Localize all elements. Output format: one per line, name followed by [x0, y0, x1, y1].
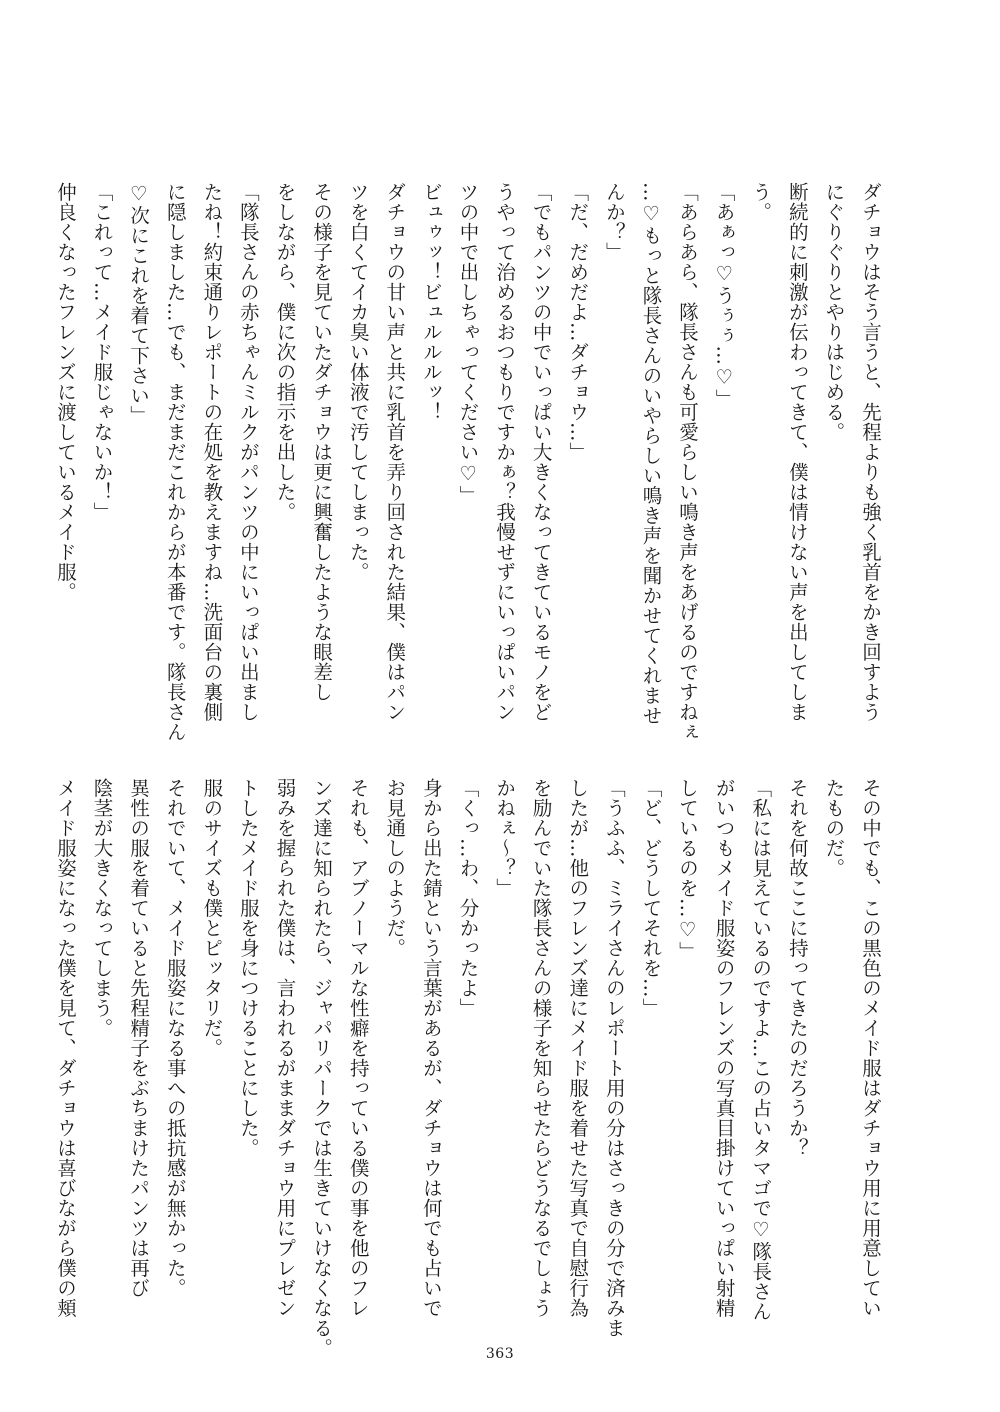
text-line: 「でもパンツの中でいっぱい大きくなってきているモノをど [529, 182, 553, 722]
text-line: ♡次にこれを着て下さい」 [127, 182, 151, 426]
text-line: 弱みを握られた僕は、言われるがままダチョウ用にプレゼン [273, 778, 297, 1318]
text-line: 「私には見えているのですよ…この占いタマゴで♡隊長さん [749, 778, 773, 1322]
text-line: にぐりぐりとやりはじめる。 [822, 182, 846, 442]
text-line: 「ど、どうしてそれを…」 [639, 778, 663, 1018]
text-line: その様子を見ていたダチョウは更に興奮したような眼差し [310, 182, 334, 702]
text-line: をしながら、僕に次の指示を出した。 [273, 182, 297, 522]
text-line: 「だ、だめだよ…ダチョウ…」 [566, 182, 590, 462]
text-line: お見通しのようだ。 [383, 778, 407, 958]
text-line: ビュゥッ！ビュルルルッ！ [419, 182, 443, 422]
text-line: それでいて、メイド服姿になる事への抵抗感が無かった。 [163, 778, 187, 1298]
text-line: に隠しました…でも、まだまだこれからが本番です。隊長さん [163, 182, 187, 742]
text-line: ツを白くてイカ臭い体液で汚してしまった。 [346, 182, 370, 582]
text-line: 「くっ…わ、分かったよ」 [456, 778, 480, 1018]
text-line: 「隊長さんの赤ちゃんミルクがパンツの中にいっぱい出まし [236, 182, 260, 722]
text-line: それを何故ここに持ってきたのだろうか？ [785, 778, 809, 1158]
text-line: その中でも、この黒色のメイド服はダチョウ用に用意してい [859, 778, 882, 1318]
text-line: ダチョウはそう言うと、先程よりも強く乳首をかき回すよう [859, 182, 882, 722]
text-line: かねぇ〜？」 [493, 778, 517, 898]
text-line: 「うふふ、ミライさんのレポート用の分はさっきの分で済みま [602, 778, 626, 1338]
text-line: う。 [749, 182, 773, 222]
text-line: しているのを…♡」 [676, 778, 700, 962]
text-line: 異性の服を着ていると先程精子をぶちまけたパンツは再び [127, 778, 151, 1298]
text-line: うやって治めるおつもりですかぁ？我慢せずにいっぱいパン [493, 182, 517, 722]
text-line: んか？」 [602, 182, 626, 262]
text-line: がいつもメイド服姿のフレンズの写真目掛けていっぱい射精 [712, 778, 736, 1318]
text-line: ダチョウの甘い声と共に乳首を弄り回された結果、僕はパン [383, 182, 407, 722]
text-line: トしたメイド服を身につけることにした。 [236, 778, 260, 1158]
page-number: 363 [485, 1346, 515, 1362]
text-line: 「あぁっ♡うぅぅ…♡」 [712, 182, 736, 409]
text-line: したが…他のフレンズ達にメイド服を着せた写真で自慰行為 [566, 778, 590, 1318]
text-line: たね！約束通りレポートの在処を教えますね…洗面台の裏側 [200, 182, 224, 722]
text-line: 断続的に刺激が伝わってきて、僕は情けない声を出してしま [785, 182, 809, 722]
text-line: 仲良くなったフレンズに渡しているメイド服。 [53, 182, 77, 602]
text-line: メイド服姿になった僕を見て、ダチョウは喜びながら僕の頬 [53, 778, 77, 1318]
text-line: 陰茎が大きくなってしまう。 [90, 778, 114, 1038]
text-line: 身から出た錆という言葉があるが、ダチョウは何でも占いで [419, 778, 443, 1318]
text-line: を励んでいた隊長さんの様子を知らせたらどうなるでしょう [529, 778, 553, 1318]
text-line: ンズ達に知られたら、ジャパリパークでは生きていけなくなる。 [310, 778, 334, 1358]
text-line: 「あらあら、隊長さんも可愛らしい鳴き声をあげるのですねぇ [676, 182, 700, 742]
text-line: それも、アブノーマルな性癖を持っている僕の事を他のフレ [346, 778, 370, 1318]
text-line: 「これって…メイド服じゃないか！」 [90, 182, 114, 522]
text-line: 服のサイズも僕とピッタリだ。 [200, 778, 224, 1058]
text-line: たものだ。 [822, 778, 846, 878]
text-block-top [46, 182, 888, 742]
text-line: ツの中で出しちゃってください♡」 [456, 182, 480, 506]
text-line: …♡もっと隊長さんのいやらしい鳴き声を聞かせてくれませ [639, 182, 663, 726]
